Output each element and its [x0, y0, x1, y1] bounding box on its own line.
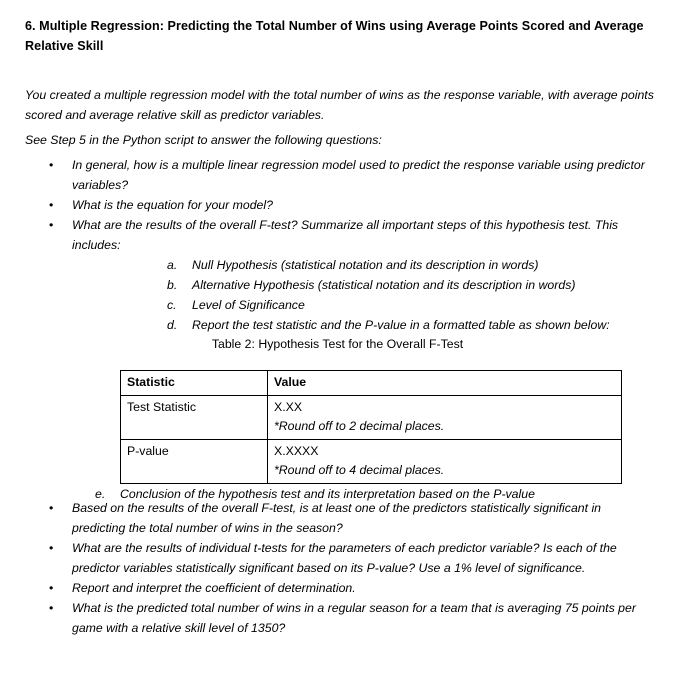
sub-list-marker: c. [167, 298, 177, 312]
table-header-statistic: Statistic [121, 371, 268, 396]
bullet-icon: • [49, 158, 54, 172]
bullet-icon: • [49, 198, 54, 212]
sub-list-item-text: Report the test statistic and the P-value in a formatted table as shown below: [192, 318, 610, 332]
list-item [0, 195, 675, 215]
table-cell-statistic-name: P-value [121, 440, 268, 484]
table-header-row [121, 371, 622, 396]
table-caption: Table 2: Hypothesis Test for the Overall F-Test [211, 337, 464, 351]
sub-list-item [72, 295, 655, 315]
sub-list-marker: e. [95, 487, 106, 501]
sub-list-item-text: Null Hypothesis (statistical notation and its description in words) [192, 258, 539, 272]
table-row [121, 396, 622, 440]
rounding-note: *Round off to 4 decimal places. [274, 463, 445, 477]
bullet-icon: • [49, 581, 54, 595]
list-item [0, 598, 675, 638]
intro-paragraph-model-description: You created a multiple regression model with the total number of wins as the response variable, with average points scored and average relative skill as predictor variables. [25, 88, 654, 123]
intro-paragraph-instruction: See Step 5 in the Python script to answer the following questions: [25, 133, 382, 148]
rounding-note: *Round off to 2 decimal places. [274, 419, 445, 433]
list-item [0, 498, 675, 538]
bullet-icon: • [49, 541, 54, 555]
bullet-icon: • [49, 218, 54, 232]
value-placeholder: X.XXXX [274, 444, 319, 458]
table-cell-statistic-name: Test Statistic [121, 396, 268, 440]
bullet-icon: • [49, 501, 54, 515]
value-placeholder: X.XX [274, 400, 303, 414]
list-item-text: What are the results of individual t-tests for the parameters of each predictor variable? Is each of the predictor variables statistically significant based on its P-value? Use a 1% level of significance. [72, 541, 617, 575]
table-cell-statistic-value [268, 396, 622, 440]
sub-list-marker: b. [167, 278, 178, 292]
sub-list-item [72, 275, 655, 295]
table-header-value: Value [268, 371, 622, 396]
list-item-text: In general, how is a multiple linear regression model used to predict the response variable using predictor variables? [72, 158, 645, 192]
list-item-text: Based on the results of the overall F-test, is at least one of the predictors statistically significant in predicting the total number of wins in the season? [72, 501, 602, 535]
list-item-text: What is the equation for your model? [72, 198, 273, 212]
sub-list-marker: a. [167, 258, 178, 272]
table-row [121, 440, 622, 484]
sub-list-marker: d. [167, 318, 178, 332]
list-item-text: What are the results of the overall F-test? Summarize all important steps of this hypothesis test. This includes: [72, 218, 619, 252]
table-cell-statistic-value [268, 440, 622, 484]
list-item [0, 578, 675, 598]
list-item-text: What is the predicted total number of wins in a regular season for a team that is averaging 75 points per game with a relative skill level of 1350? [72, 601, 636, 635]
list-item [0, 538, 675, 578]
sub-list-item [72, 255, 655, 275]
list-item [0, 155, 675, 195]
sub-list-item-text: Conclusion of the hypothesis test and its interpretation based on the P-value [120, 487, 535, 501]
hypothesis-test-steps-list [72, 255, 655, 335]
bottom-question-list [0, 498, 675, 638]
hypothesis-test-table [120, 370, 622, 484]
top-question-list [0, 155, 675, 335]
sub-list-item-text: Level of Significance [192, 298, 305, 312]
list-item [0, 215, 675, 335]
bullet-icon: • [49, 601, 54, 615]
list-item-text: Report and interpret the coefficient of determination. [72, 581, 356, 595]
sub-list-item-text: Alternative Hypothesis (statistical notation and its description in words) [192, 278, 576, 292]
sub-list-item [72, 315, 655, 335]
section-heading: 6. Multiple Regression: Predicting the Total Number of Wins using Average Points Scored and Average Relative Skill [25, 19, 644, 54]
